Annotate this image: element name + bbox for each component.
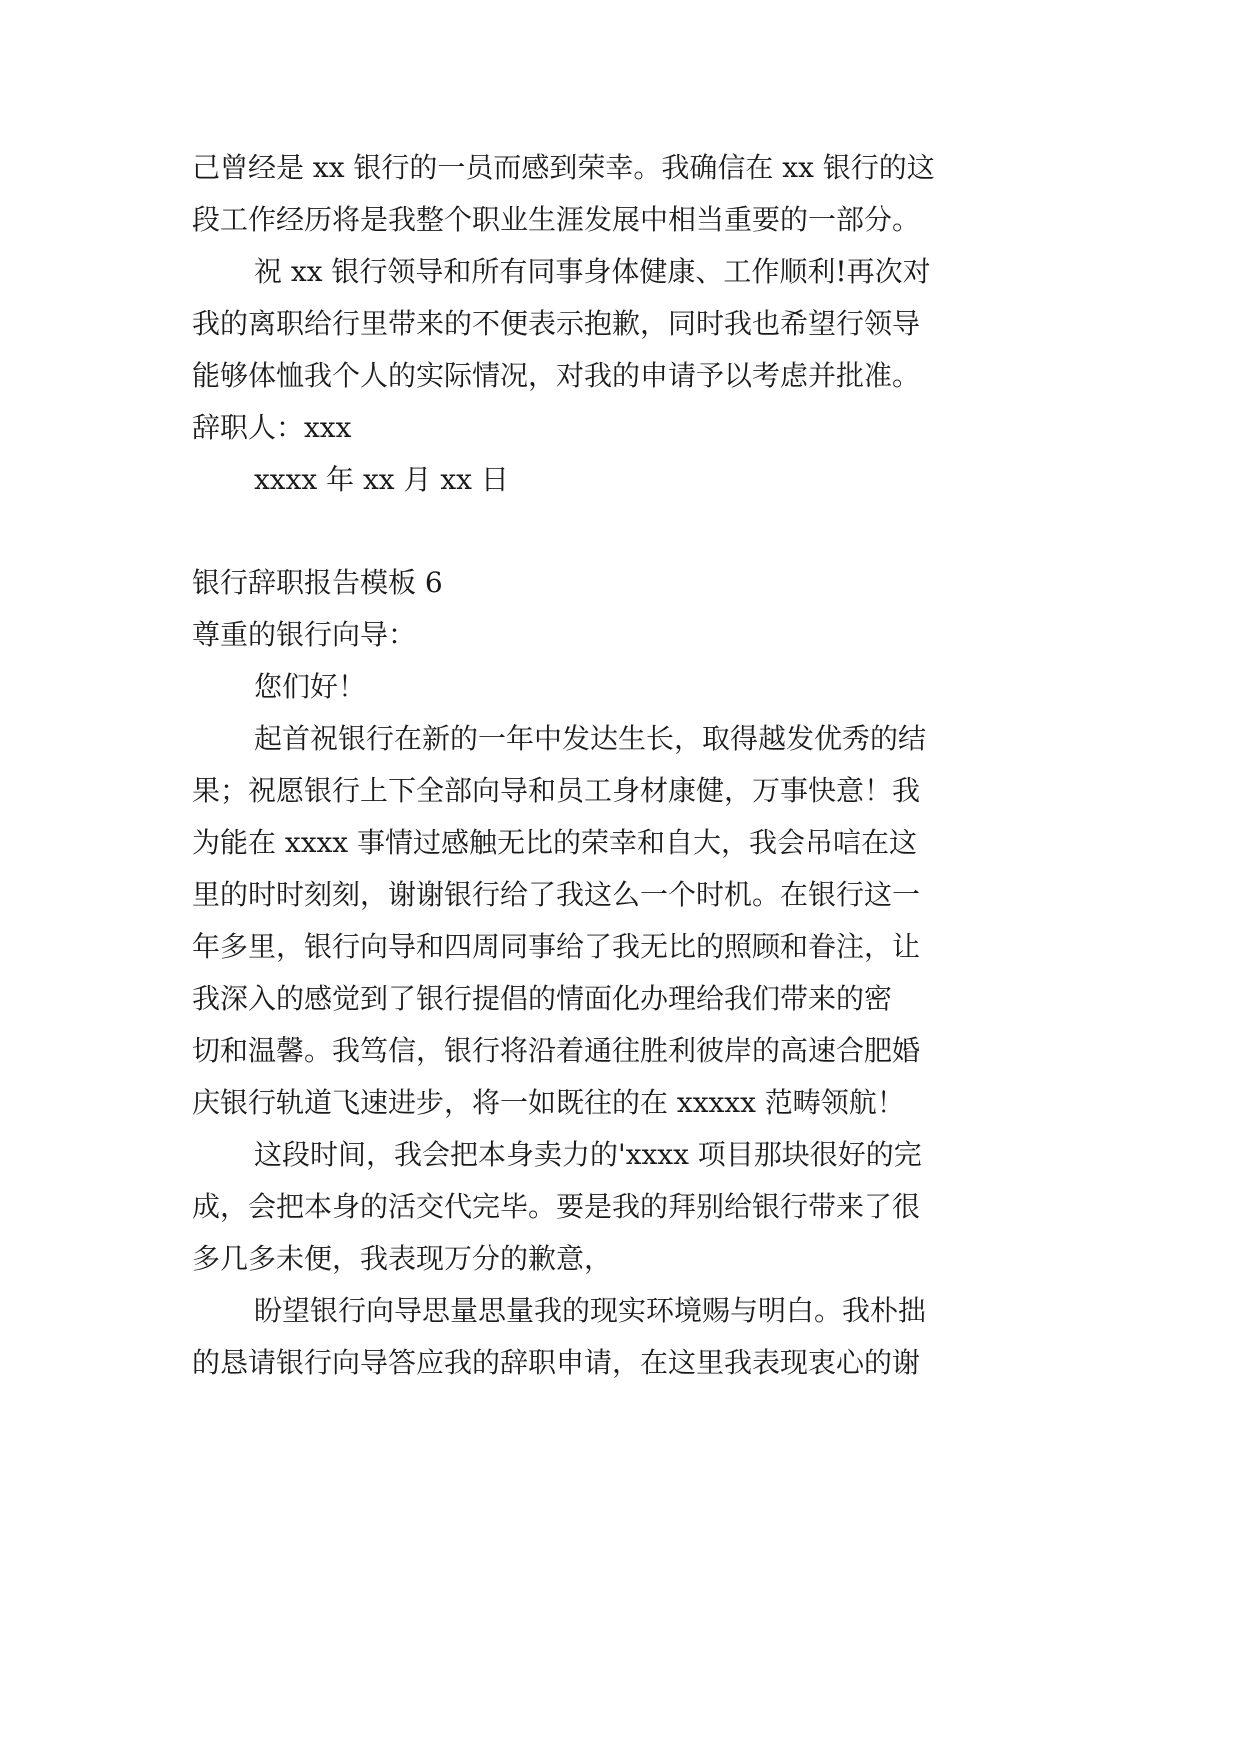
paragraph-line: 段工作经历将是我整个职业生涯发展中相当重要的一部分。 — [192, 203, 921, 236]
paragraph-line: 己曾经是 xx 银行的一员而感到荣幸。我确信在 xx 银行的这 — [192, 151, 935, 184]
paragraph-line: 年多里，银行向导和四周同事给了我无比的照顾和眷注，让 — [192, 930, 921, 963]
paragraph-line: 的恳请银行向导答应我的辞职申请，在这里我表现衷心的谢 — [192, 1346, 921, 1379]
paragraph-line: 成，会把本身的活交代完毕。要是我的拜别给银行带来了很 — [192, 1190, 921, 1223]
date-line: xxxx 年 xx 月 xx 日 — [254, 463, 509, 496]
signature-line: 辞职人：xxx — [192, 411, 352, 444]
paragraph-line: 多几多未便，我表现万分的歉意， — [192, 1242, 613, 1275]
salutation: 尊重的银行向导： — [192, 618, 417, 651]
section-title: 银行辞职报告模板 6 — [192, 566, 443, 599]
paragraph-line: 起首祝银行在新的一年中发达生长，取得越发优秀的结 — [254, 722, 927, 755]
paragraph-line: 这段时间，我会把本身卖力的'xxxx 项目那块很好的完 — [254, 1138, 922, 1171]
paragraph-line: 能够体恤我个人的实际情况，对我的申请予以考虑并批准。 — [192, 359, 921, 392]
paragraph-line: 祝 xx 银行领导和所有同事身体健康、工作顺利!再次对 — [254, 255, 931, 288]
paragraph-line: 庆银行轨道飞速进步，将一如既往的在 xxxxx 范畴领航！ — [192, 1086, 905, 1119]
paragraph-line: 我深入的感觉到了银行提倡的情面化办理给我们带来的密 — [192, 982, 893, 1015]
paragraph-line: 切和温馨。我笃信，银行将沿着通往胜利彼岸的高速合肥婚 — [192, 1034, 921, 1067]
paragraph-line: 盼望银行向导思量思量我的现实环境赐与明白。我朴拙 — [254, 1294, 927, 1327]
paragraph-line: 我的离职给行里带来的不便表示抱歉，同时我也希望行领导 — [192, 307, 921, 340]
paragraph-line: 为能在 xxxx 事情过感触无比的荣幸和自大，我会吊唁在这 — [192, 826, 917, 859]
paragraph-line: 里的时时刻刻，谢谢银行给了我这么一个时机。在银行这一 — [192, 878, 921, 911]
greeting: 您们好！ — [254, 670, 367, 703]
paragraph-line: 果；祝愿银行上下全部向导和员工身材康健，万事快意！我 — [192, 774, 921, 807]
